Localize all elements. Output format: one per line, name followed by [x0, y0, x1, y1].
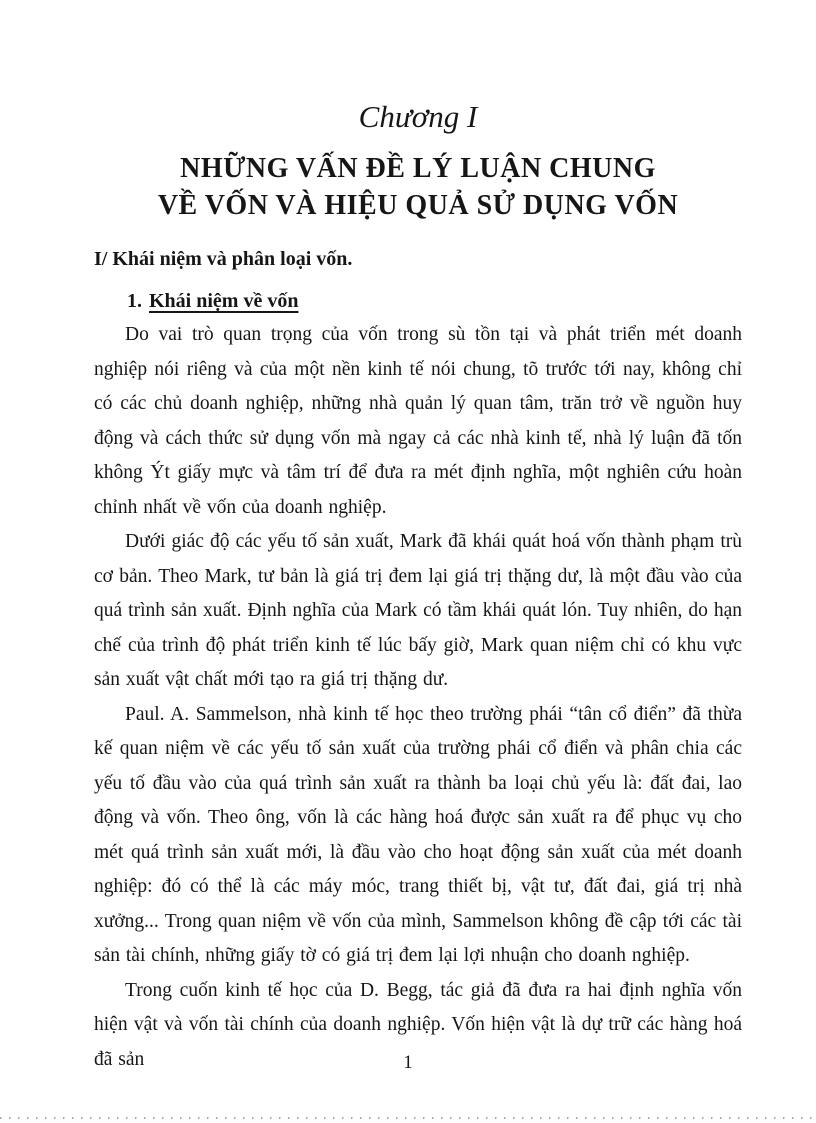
- page-number: 1: [403, 1052, 413, 1073]
- subsection-title: Khái niệm về vốn: [149, 290, 299, 312]
- subsection-heading: [127, 288, 742, 318]
- page-break-divider: [0, 1117, 816, 1119]
- section-heading: I/ Khái niệm và phân loại vốn.: [94, 248, 353, 270]
- paragraph: Trong cuốn kinh tế học của D. Begg, tác giả đã đưa ra hai định nghĩa vốn hiện vật và vốn tài chính của doanh nghiệp. Vốn hiện vật là dự trữ các hàng hoá đã sản: [94, 979, 742, 1070]
- body-text: [94, 318, 742, 1077]
- page-title: [94, 150, 742, 224]
- document-body: [94, 98, 742, 1077]
- paragraph: Do vai trò quan trọng của vốn trong sù tồn tại và phát triển mét doanh nghiệp nói riêng và của một nền kinh tế nói chung, tõ trước tới nay, không chỉ có các chủ doanh nghiệp, những nhà quản lý quan tâm, trăn trở về nguồn huy động và cách thức sử dụng vốn mà ngay cả các nhà kinh tế, nhà lý luận đã tốn không Ýt giấy mực và tâm trí để đưa ra mét định nghĩa, một nghiên cứu hoàn chỉnh nhất về vốn của doanh nghiệp.: [94, 324, 742, 518]
- subsection-number: 1.: [127, 290, 142, 312]
- chapter-label: Chương I: [358, 99, 478, 134]
- paragraph: Paul. A. Sammelson, nhà kinh tế học theo trường phái “tân cổ điển” đã thừa kế quan niệm về các yếu tố sản xuất của trường phái cổ điển và phân chia các yếu tố đầu vào của quá trình sản xuất ra thành ba loại chủ yếu là: đất đai, lao động và vốn. Theo ông, vốn là các hàng hoá được sản xuất ra để phục vụ cho mét quá trình sản xuất mới, là đầu vào cho hoạt động sản xuất của mét doanh nghiệp: đó có thể là các máy móc, trang thiết bị, vật tư, đất đai, giá trị nhà xưởng... Trong quan niệm về vốn của mình, Sammelson không đề cập tới các tài sản tài chính, những giấy tờ có giá trị đem lại lợi nhuận cho doanh nghiệp.: [94, 703, 742, 966]
- paragraph: Dưới giác độ các yếu tố sản xuất, Mark đã khái quát hoá vốn thành phạm trù cơ bản. Theo Mark, tư bản là giá trị đem lại giá trị thặng dư, là một đầu vào của quá trình sản xuất. Định nghĩa của Mark có tầm khái quát lón. Tuy nhiên, do hạn chế của trình độ phát triển kinh tế lúc bấy giờ, Mark quan niệm chỉ có khu vực sản xuất vật chất mới tạo ra giá trị thặng dư.: [94, 531, 742, 690]
- page-title-line-1: NHỮNG VẤN ĐỀ LÝ LUẬN CHUNG: [180, 153, 656, 184]
- page-title-line-2: VỀ VỐN VÀ HIỆU QUẢ SỬ DỤNG VỐN: [157, 190, 679, 221]
